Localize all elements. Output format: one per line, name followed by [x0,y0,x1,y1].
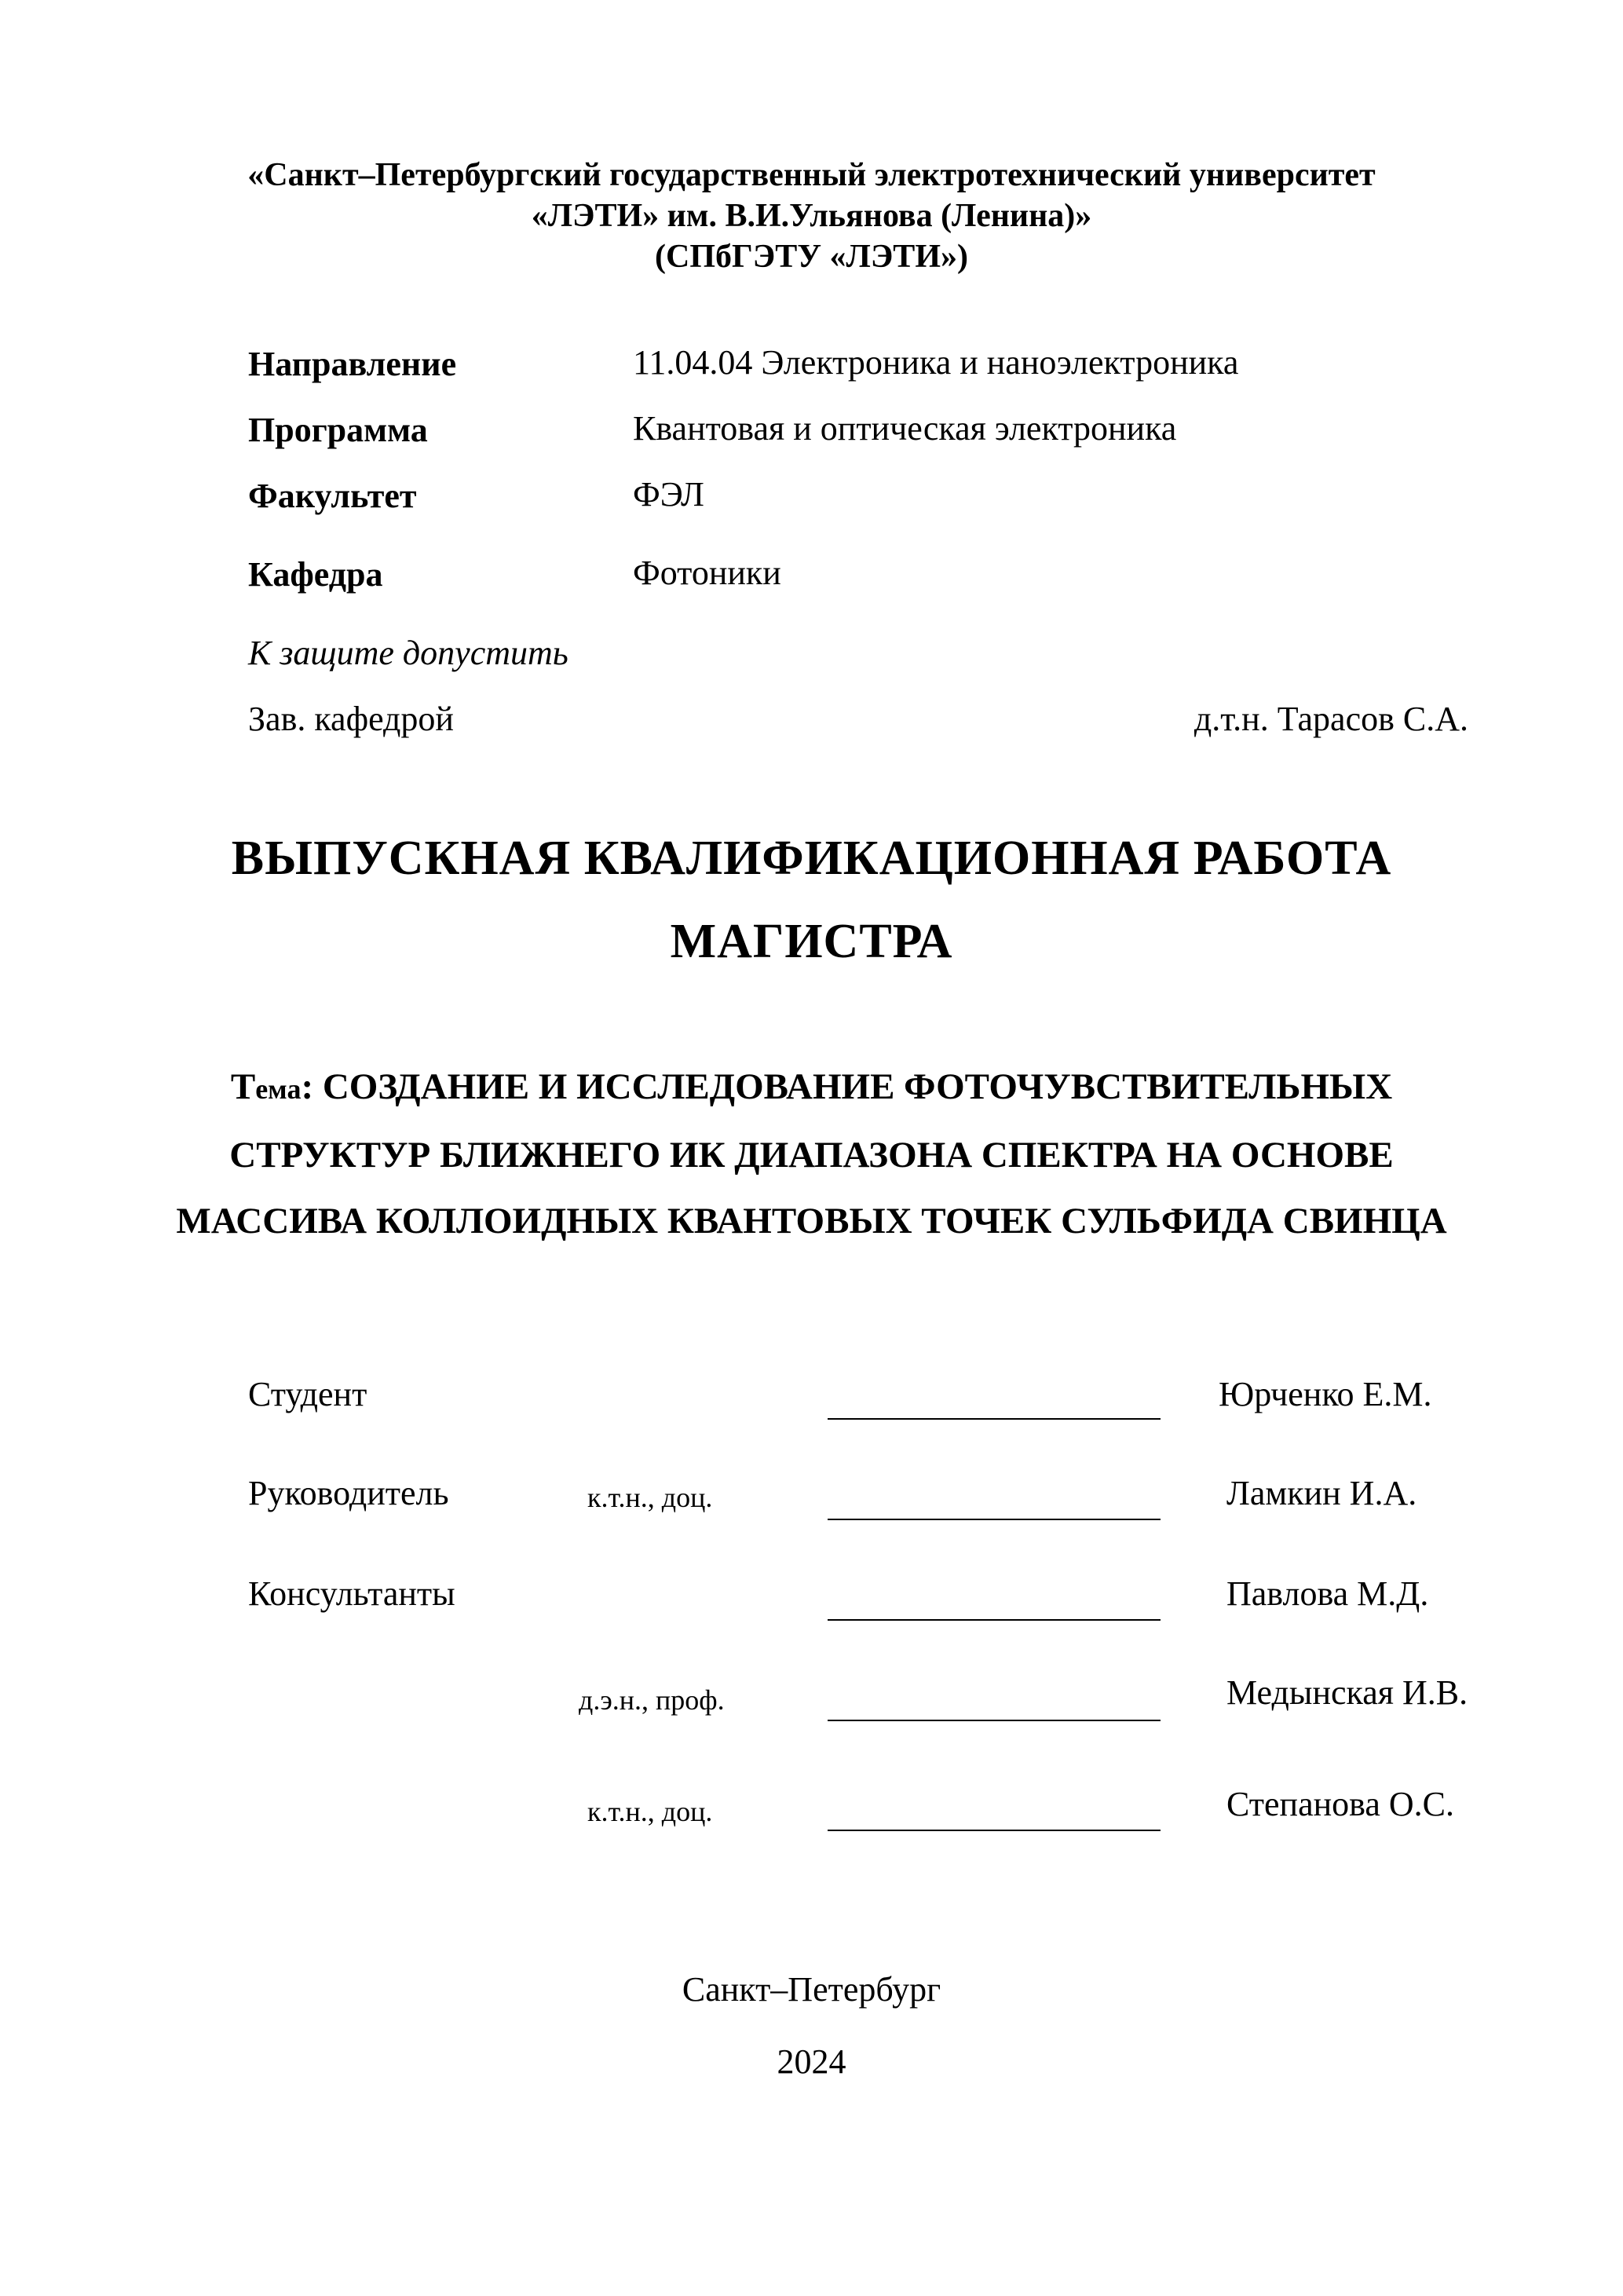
footer-year: 2024 [777,2042,846,2081]
info-label-direction: Направление [248,345,457,383]
consultant-2-signature-line [828,1720,1161,1721]
consultant-1-name: Павлова М.Д. [1226,1574,1429,1613]
consultant-3-degree: к.т.н., доц. [587,1796,713,1827]
supervisor-signature-line [828,1519,1161,1520]
student-name: Юрченко Е.М. [1219,1375,1432,1413]
university-line-1: «Санкт–Петербургский государственный электротехнический университет [247,157,1376,193]
document-title-line-2: МАГИСТРА [670,915,953,968]
info-value-direction: 11.04.04 Электроника и наноэлектроника [633,343,1239,382]
consultant-2-degree: д.э.н., проф. [579,1684,725,1716]
university-line-3: (СПбГЭТУ «ЛЭТИ») [655,239,968,275]
supervisor-name: Ламкин И.А. [1226,1474,1417,1512]
consultant-3-signature-line [828,1830,1161,1831]
consultant-2-name: Медынская И.В. [1226,1673,1468,1712]
info-value-department: Фотоники [633,554,781,592]
student-label: Студент [248,1375,367,1413]
consultants-label: Консультанты [248,1574,455,1613]
footer-city: Санкт–Петербург [682,1970,941,2009]
supervisor-label: Руководитель [248,1474,449,1512]
consultant-1-signature-line [828,1619,1161,1621]
student-signature-line [828,1418,1161,1420]
university-header [0,155,1623,277]
info-value-faculty: ФЭЛ [633,475,704,514]
topic-label: Тема: [230,1066,314,1107]
info-value-program: Квантовая и оптическая электроника [633,409,1177,448]
head-name: д.т.н. Тарасов С.А. [1193,700,1468,738]
info-label-faculty: Факультет [248,477,417,515]
info-label-department: Кафедра [248,555,383,594]
topic-block [141,1054,1482,1254]
head-label: Зав. кафедрой [248,700,454,738]
topic-text: СОЗДАНИЕ И ИССЛЕДОВАНИЕ ФОТОЧУВСТВИТЕЛЬНЫХ СТРУКТУР БЛИЖНЕГО ИК ДИАПАЗОНА СПЕКТРА НА ОСНОВЕ МАССИВА КОЛЛОИДНЫХ КВАНТОВЫХ ТОЧЕК СУЛЬФИДА СВИНЦА [176,1066,1447,1241]
consultant-3-name: Степанова О.С. [1226,1785,1454,1823]
admission-note: К защите допустить [248,634,568,672]
supervisor-degree: к.т.н., доц. [587,1482,713,1513]
info-label-program: Программа [248,411,428,449]
university-line-2: «ЛЭТИ» им. В.И.Ульянова (Ленина)» [531,198,1092,234]
document-title-line-1: ВЫПУСКНАЯ КВАЛИФИКАЦИОННАЯ РАБОТА [231,832,1392,885]
